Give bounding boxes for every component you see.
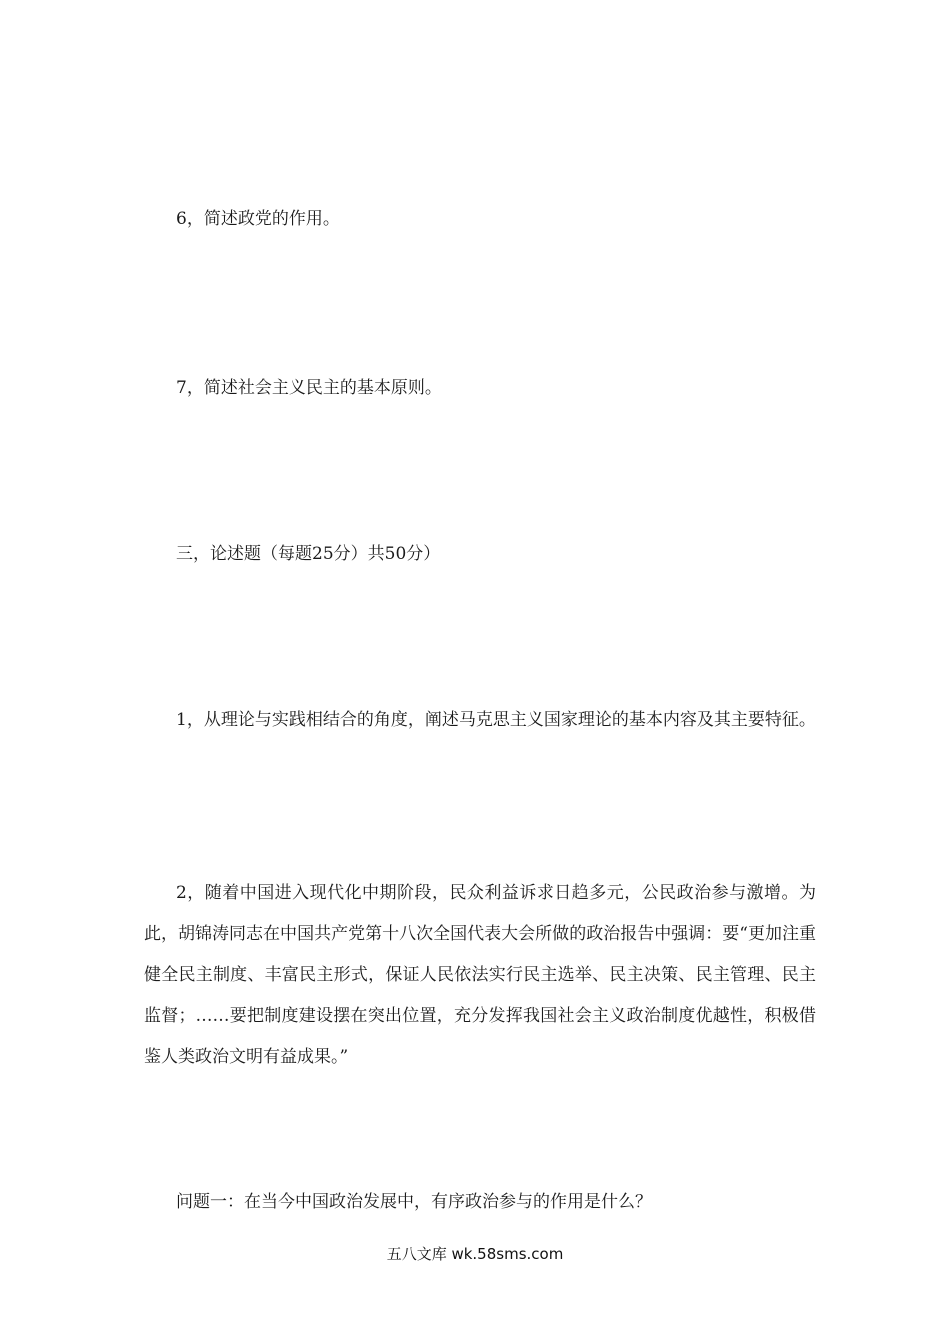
- sub-question-1: 问题一：在当今中国政治发展中，有序政治参与的作用是什么？: [176, 1192, 652, 1212]
- question-6: 6，简述政党的作用。: [176, 209, 340, 229]
- section-3-heading: 三，论述题（每题25分）共50分）: [176, 544, 441, 564]
- question-7: 7，简述社会主义民主的基本原则。: [176, 378, 442, 398]
- essay-question-2: 2，随着中国进入现代化中期阶段，民众利益诉求日趋多元，公民政治参与激增。为此，胡锦涛同志在中国共产党第十八次全国代表大会所做的政治报告中强调：要“更加注重健全民主制度、丰富民主形式，保证人民依法实行民主选举、民主决策、民主管理、民主监督；……要把制度建设摆在突出位置，充分发挥我国社会主义政治制度优越性，积极借鉴人类政治文明有益成果。”: [144, 883, 816, 1067]
- footer-watermark: 五八文库 wk.58sms.com: [386, 1245, 564, 1263]
- essay-question-1: 1，从理论与实践相结合的角度，阐述马克思主义国家理论的基本内容及其主要特征。: [176, 710, 816, 730]
